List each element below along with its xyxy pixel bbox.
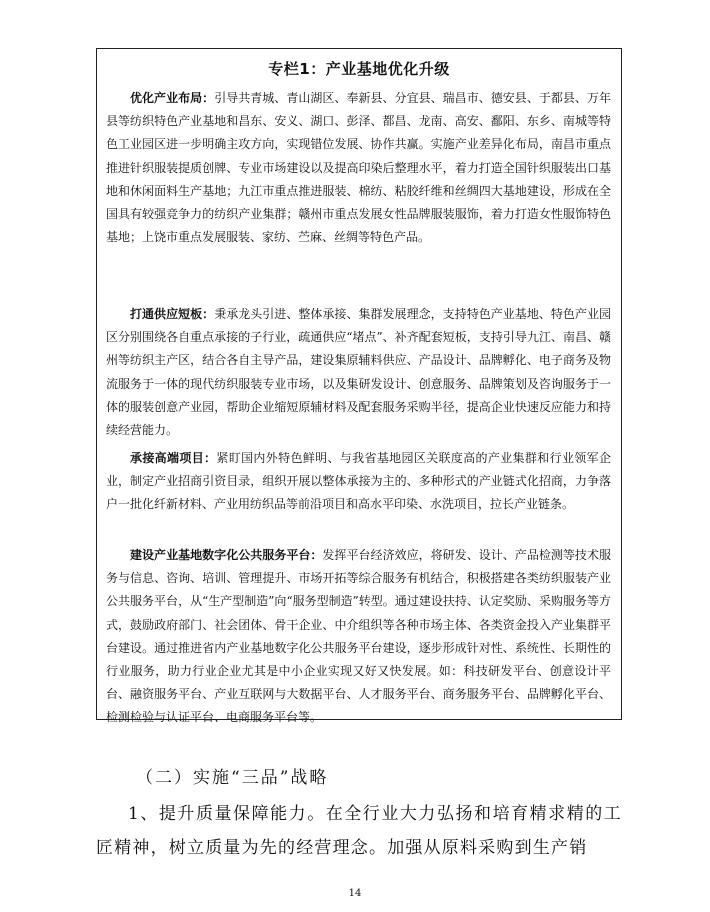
paragraph-label: 建设产业基地数字化公共服务平台： — [130, 548, 323, 562]
paragraph-label: 承接高端项目： — [130, 451, 217, 465]
body-paragraph: 1、提升质量保障能力。在全行业大力弘扬和培育精求精的工匠精神，树立质量为先的经营理念。加强从原料采购到生产销 — [96, 804, 622, 858]
paragraph-text: 发挥平台经济效应，将研发、设计、产品检测等技术服务与信息、咨询、培训、管理提升、市场开拓等综合服务有机结合，积极搭建各类纺织服装产业公共服务平台，从“生产型制造”向“服务型制造”转型。通过建设扶持、认定奖励、采购服务等方式，鼓励政府部门、社会团体、骨干企业、中介组织等各种市场主体、各类资金投入产业集群平台建设。通过推进省内产业基地数字化公共服务平台建设，逐步形成针对性、系统性、长期性的行业服务，助力行业企业尤其是中小企业实现又好又快发展。如：科技研发平台、创意设计平台、融资服务平台、产业互联网与大数据平台、人才服务平台、商务服务平台、品牌孵化平台、检测检验与认证平台、电商服务平台等。 — [106, 548, 611, 725]
paragraph-text: 秉承龙头引进、整体承接、集群发展理念，支持特色产业基地、特色产业园区分别围绕各自重点承接的子行业，疏通供应“堵点”、补齐配套短板，支持引导九江、南昌、赣州等纺织主产区，结合各自主导产品，建设集原辅料供应、产品设计、品牌孵化、电子商务及物流服务于一体的现代纺织服装专业市场，以及集研发设计、创意服务、品牌策划及咨询服务于一体的服装创意产业园，帮助企业缩短原辅材料及配套服务采购半径，提高企业快速反应能力和持续经营能力。 — [106, 307, 611, 438]
paragraph-label: 打通供应短板： — [130, 307, 215, 321]
paragraph-text: 紧盯国内外特色鲜明、与我省基地园区关联度高的产业集群和行业领军企业，制定产业招商引资目录，组织开展以整体承接为主的、多种形式的产业链式化招商，力争落户一批化纤新材料、产业用纺织品等前沿项目和高水平印染、水洗项目，拉长产业链条。 — [106, 451, 611, 512]
paragraph-text: 引导共青城、青山湖区、奉新县、分宜县、瑞昌市、德安县、于都县、万年县等纺织特色产业基地和昌东、安义、湖口、彭泽、都昌、龙南、高安、鄱阳、东乡、南城等特色工业园区进一步明确主攻方向，实现错位发展、协作共赢。实施产业差异化布局，南昌市重点推进针织服装提质创牌、专业市场建设以及提高印染后整理水平，着力打造全国针织服装出口基地和休闲面料生产基地；九江市重点推进服装、棉纺、粘胶纤维和丝绸四大基地建设，形成在全国具有较强竞争力的纺织产业集群；赣州市重点发展女性品牌服装服饰，着力打造女性服饰特色基地；上饶市重点发展服装、家纺、苎麻、丝绸等特色产品。 — [106, 91, 611, 245]
box-paragraph — [106, 544, 611, 730]
paragraph-label: 优化产业布局： — [130, 91, 215, 105]
sidebar-box — [96, 48, 622, 725]
box-paragraph — [106, 447, 611, 517]
box-paragraph — [106, 87, 611, 249]
section-heading: （二）实施“三品”战略 — [136, 768, 329, 788]
box-title: 专栏1：产业基地优化升级 — [268, 60, 450, 78]
page-number: 14 — [348, 888, 362, 899]
box-paragraph — [106, 303, 611, 442]
